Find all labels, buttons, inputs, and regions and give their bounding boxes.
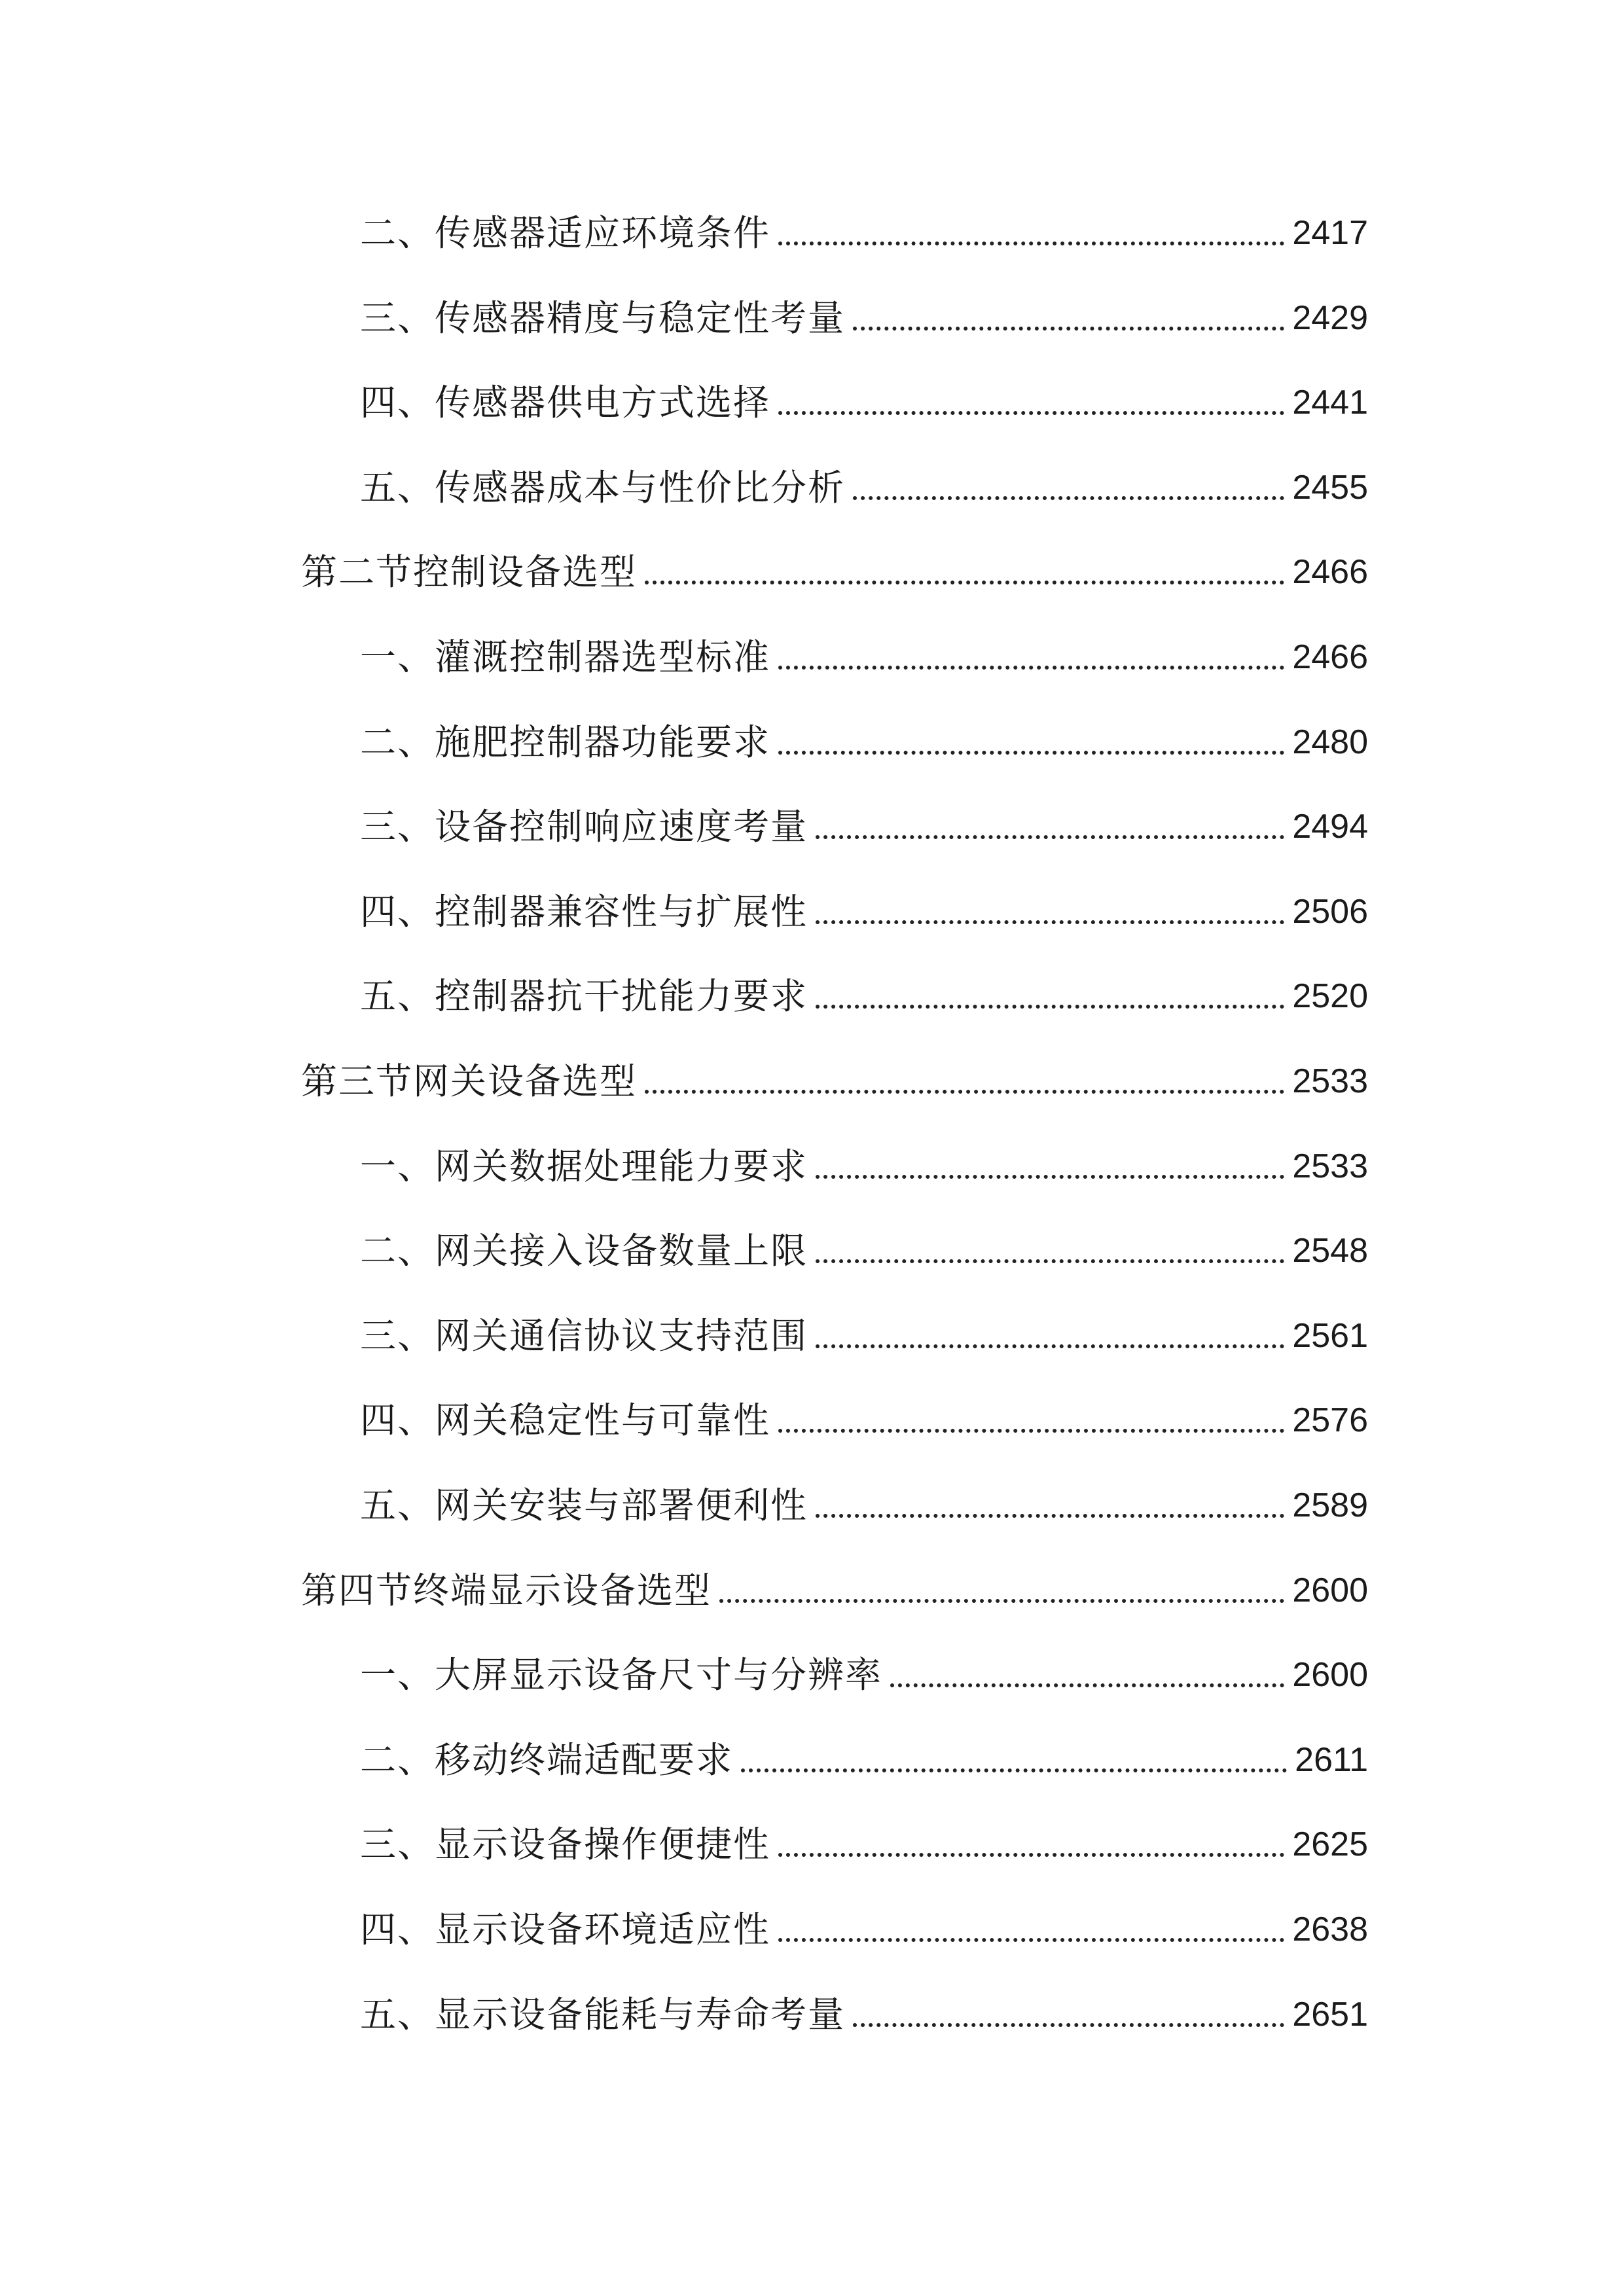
toc-page-number: 2625 — [1292, 1825, 1368, 1863]
toc-page-number: 2466 — [1292, 553, 1368, 591]
toc-page-number: 2455 — [1292, 469, 1368, 507]
toc-entry-title: 二、施肥控制器功能要求 — [360, 721, 771, 763]
toc-subsection-entry[interactable] — [360, 448, 1368, 511]
toc-dot-leader — [778, 1853, 1284, 1857]
toc-page-number: 2576 — [1292, 1401, 1368, 1439]
toc-dot-leader — [816, 1514, 1284, 1518]
toc-subsection-entry[interactable] — [360, 702, 1368, 765]
toc-page-number: 2417 — [1292, 214, 1368, 252]
toc-subsection-entry[interactable] — [360, 1804, 1368, 1867]
toc-subsection-entry[interactable] — [360, 1465, 1368, 1528]
toc-page-number: 2638 — [1292, 1910, 1368, 1948]
toc-subsection-entry[interactable] — [360, 1720, 1368, 1783]
toc-entry-title: 三、网关通信协议支持范围 — [360, 1315, 808, 1357]
toc-entry-title: 三、显示设备操作便捷性 — [360, 1823, 771, 1865]
toc-subsection-entry[interactable] — [360, 1211, 1368, 1274]
toc-entry-title: 四、网关稳定性与可靠性 — [360, 1399, 771, 1441]
toc-dot-leader — [853, 496, 1284, 500]
toc-entry-title: 五、传感器成本与性价比分析 — [360, 467, 846, 509]
toc-page-number: 2600 — [1292, 1571, 1368, 1609]
toc-entry-title: 二、传感器适应环境条件 — [360, 212, 771, 254]
toc-page-number: 2520 — [1292, 977, 1368, 1015]
toc-page-number: 2506 — [1292, 893, 1368, 931]
toc-page-number: 2441 — [1292, 384, 1368, 422]
toc-page-number: 2589 — [1292, 1486, 1368, 1524]
toc-section-entry[interactable] — [301, 1041, 1368, 1104]
toc-entry-title: 第三节网关设备选型 — [301, 1060, 638, 1102]
toc-dot-leader — [816, 1344, 1284, 1348]
toc-page-number: 2480 — [1292, 723, 1368, 761]
toc-entry-title: 四、控制器兼容性与扩展性 — [360, 891, 808, 933]
toc-entry-title: 第四节终端显示设备选型 — [301, 1570, 712, 1611]
toc-entry-title: 四、传感器供电方式选择 — [360, 382, 771, 423]
toc-entry-title: 五、显示设备能耗与寿命考量 — [360, 1994, 846, 2036]
toc-dot-leader — [816, 1005, 1284, 1009]
toc-page-number: 2561 — [1292, 1317, 1368, 1355]
toc-dot-leader — [778, 1429, 1284, 1433]
toc-subsection-entry[interactable] — [360, 1126, 1368, 1189]
toc-entry-title: 一、灌溉控制器选型标准 — [360, 636, 771, 678]
toc-subsection-entry[interactable] — [360, 617, 1368, 680]
toc-entry-title: 一、大屏显示设备尺寸与分辨率 — [360, 1654, 883, 1696]
toc-subsection-entry[interactable] — [360, 787, 1368, 850]
toc-subsection-entry[interactable] — [360, 1635, 1368, 1698]
toc-dot-leader — [816, 1175, 1284, 1179]
toc-page-number: 2533 — [1292, 1062, 1368, 1100]
toc-subsection-entry[interactable] — [360, 1975, 1368, 2037]
toc-dot-leader — [778, 666, 1284, 670]
toc-entry-title: 第二节控制设备选型 — [301, 551, 638, 593]
toc-subsection-entry[interactable] — [360, 193, 1368, 256]
toc-subsection-entry[interactable] — [360, 956, 1368, 1019]
toc-entry-title: 二、移动终端适配要求 — [360, 1739, 734, 1781]
toc-page-number: 2533 — [1292, 1147, 1368, 1185]
toc-subsection-entry[interactable] — [360, 872, 1368, 935]
toc-dot-leader — [853, 2023, 1284, 2027]
toc-dot-leader — [853, 327, 1284, 331]
toc-section-entry[interactable] — [301, 1551, 1368, 1613]
toc-dot-leader — [778, 242, 1284, 245]
toc-entry-title: 一、网关数据处理能力要求 — [360, 1145, 808, 1187]
toc-dot-leader — [890, 1683, 1284, 1687]
toc-entry-title: 五、控制器抗干扰能力要求 — [360, 975, 808, 1017]
toc-dot-leader — [816, 835, 1284, 839]
toc-dot-leader — [778, 751, 1284, 755]
toc-subsection-entry[interactable] — [360, 363, 1368, 425]
toc-page-number: 2548 — [1292, 1232, 1368, 1270]
toc-page-number: 2600 — [1292, 1656, 1368, 1694]
toc-subsection-entry[interactable] — [360, 1890, 1368, 1952]
toc-dot-leader — [816, 920, 1284, 924]
toc-dot-leader — [816, 1259, 1284, 1263]
toc-page-number: 2429 — [1292, 299, 1368, 337]
toc-entry-title: 四、显示设备环境适应性 — [360, 1909, 771, 1950]
toc-entry-title: 五、网关安装与部署便利性 — [360, 1484, 808, 1526]
toc-entry-title: 二、网关接入设备数量上限 — [360, 1230, 808, 1272]
toc-subsection-entry[interactable] — [360, 1296, 1368, 1359]
toc-dot-leader — [719, 1599, 1284, 1603]
toc-section-entry[interactable] — [301, 532, 1368, 595]
toc-dot-leader — [645, 1090, 1284, 1094]
toc-dot-leader — [778, 411, 1284, 415]
toc-subsection-entry[interactable] — [360, 1380, 1368, 1443]
toc-dot-leader — [645, 581, 1284, 584]
toc-page-number: 2651 — [1292, 1996, 1368, 2034]
toc-dot-leader — [778, 1938, 1284, 1942]
toc-page-number: 2611 — [1295, 1741, 1368, 1779]
toc-dot-leader — [741, 1768, 1287, 1772]
toc-subsection-entry[interactable] — [360, 278, 1368, 341]
toc-entry-title: 三、传感器精度与稳定性考量 — [360, 297, 846, 339]
toc-page-number: 2494 — [1292, 808, 1368, 846]
toc-entry-title: 三、设备控制响应速度考量 — [360, 806, 808, 848]
toc-page-number: 2466 — [1292, 638, 1368, 676]
